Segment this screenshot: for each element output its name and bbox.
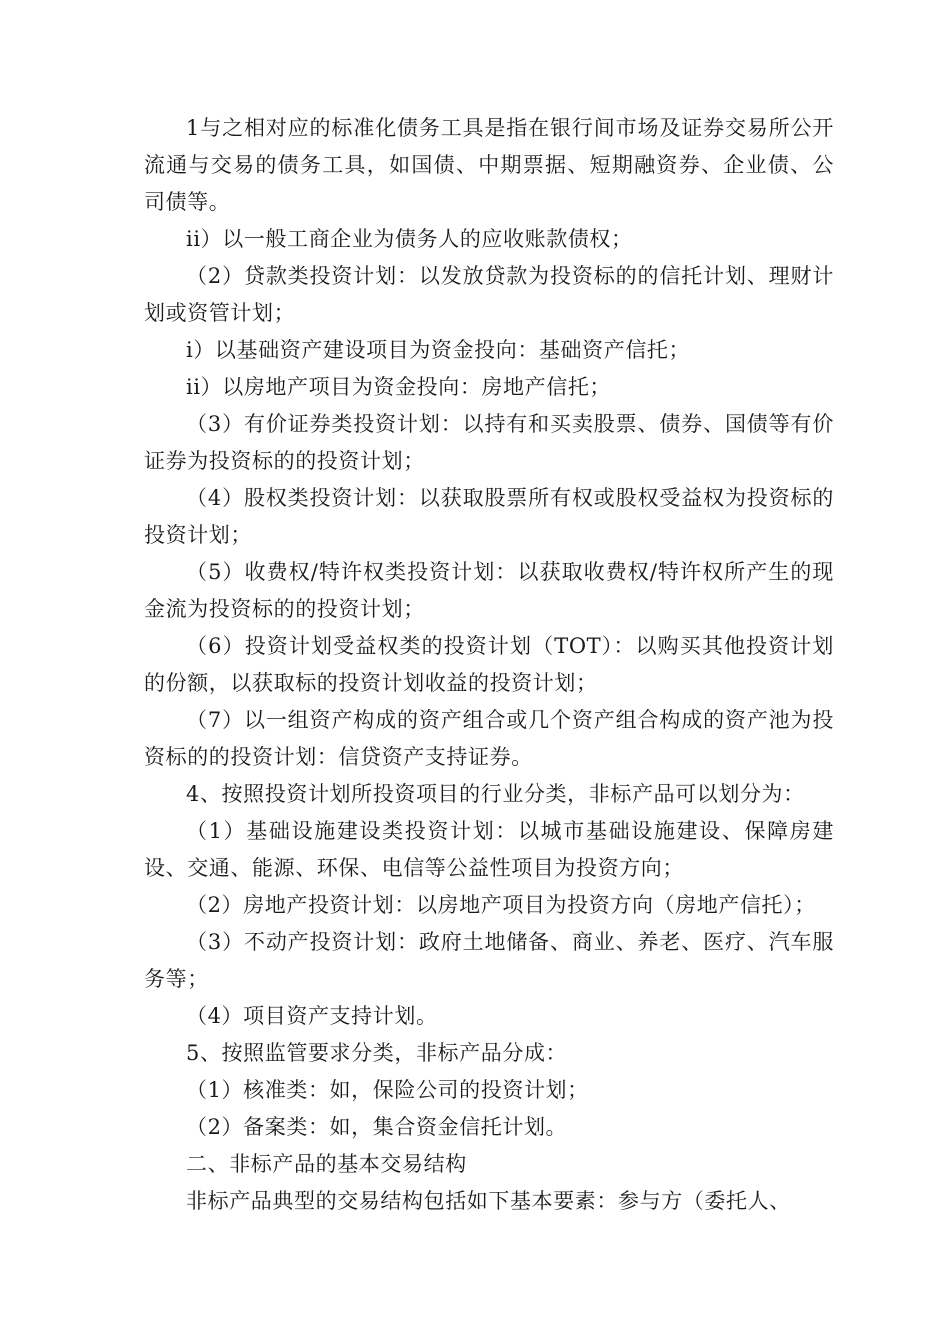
heading-industry-classification: 4、按照投资计划所投资项目的行业分类，非标产品可以划分为： — [186, 782, 805, 806]
paragraph-receivables: ii）以一般工商企业为债务人的应收账款债权； — [186, 227, 633, 251]
paragraph-tot-plan: （6）投资计划受益权类的投资计划（TOT）：以购买其他投资计划的份额，以获取标的投资计划收益的投资计划； — [144, 634, 834, 695]
paragraph-equity-plan: （4）股权类投资计划：以获取股票所有权或股权受益权为投资标的投资计划； — [144, 486, 834, 547]
paragraph-real-estate-plan: （2）房地产投资计划：以房地产项目为投资方向（房地产信托）； — [186, 893, 816, 917]
paragraph-standard-debt-note: 1与之相对应的标准化债务工具是指在银行间市场及证券交易所公开流通与交易的债务工具，如国债、中期票据、短期融资券、企业债、公司债等。 — [144, 116, 834, 214]
paragraph-transaction-elements: 非标产品典型的交易结构包括如下基本要素：参与方（委托人、 — [186, 1189, 791, 1213]
paragraph-infrastructure-trust: i）以基础资产建设项目为资金投向：基础资产信托； — [186, 338, 691, 362]
paragraph-real-estate-trust: ii）以房地产项目为资金投向：房地产信托； — [186, 375, 612, 399]
paragraph-project-asset-plan: （4）项目资产支持计划。 — [186, 1004, 438, 1028]
paragraph-approval-type: （1）核准类：如，保险公司的投资计划； — [186, 1078, 589, 1102]
paragraph-filing-type: （2）备案类：如，集合资金信托计划。 — [186, 1115, 568, 1139]
section-heading-transaction-structure: 二、非标产品的基本交易结构 — [186, 1152, 467, 1176]
paragraph-property-plan: （3）不动产投资计划：政府土地储备、商业、养老、医疗、汽车服务等； — [144, 930, 834, 991]
paragraph-fee-right-plan: （5）收费权/特许权类投资计划：以获取收费权/特许权所产生的现金流为投资标的的投资计划； — [144, 560, 834, 621]
paragraph-loan-plan: （2）贷款类投资计划：以发放贷款为投资标的的信托计划、理财计划或资管计划； — [144, 264, 834, 325]
paragraph-securities-plan: （3）有价证券类投资计划：以持有和买卖股票、债券、国债等有价证券为投资标的的投资计划； — [144, 412, 834, 473]
document-body — [144, 110, 834, 1220]
heading-regulatory-classification: 5、按照监管要求分类，非标产品分成： — [186, 1041, 568, 1065]
paragraph-infrastructure-plan: （1）基础设施建设类投资计划：以城市基础设施建设、保障房建设、交通、能源、环保、电信等公益性项目为投资方向； — [144, 819, 834, 880]
paragraph-asset-pool-plan: （7）以一组资产构成的资产组合或几个资产组合构成的资产池为投资标的的投资计划：信贷资产支持证券。 — [144, 708, 834, 769]
